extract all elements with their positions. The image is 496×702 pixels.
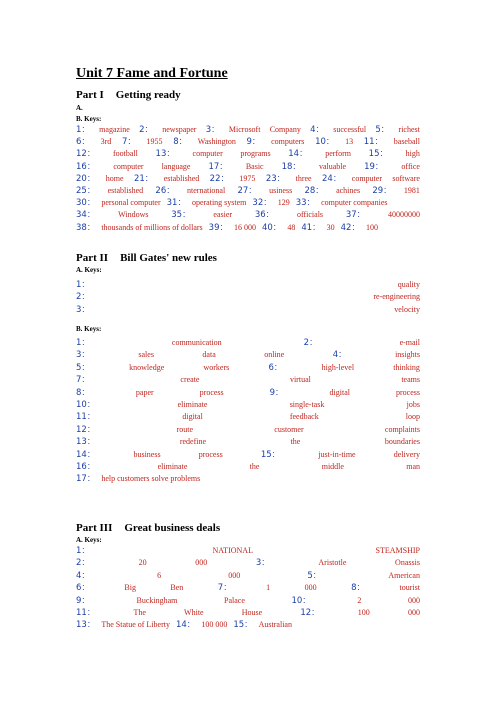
answer-text: American [388, 570, 420, 580]
answer-text: established [107, 186, 144, 195]
answer-text: the [249, 462, 260, 471]
item-number: 2： [139, 125, 153, 135]
answer-text: Basic [245, 161, 264, 171]
answer-text: workers [203, 362, 230, 372]
answer-text: nternational [187, 186, 226, 195]
unit-title: Unit 7 Fame and Fortune [76, 66, 228, 81]
answer-text: computer [192, 149, 223, 159]
item-number: 13： [76, 437, 96, 448]
answer-text: 000 [304, 583, 317, 593]
item-number: 1： [76, 125, 90, 135]
answer-text: loop [405, 412, 420, 422]
answer-text: Microsoft [228, 125, 261, 134]
item-number: 6： [76, 137, 90, 148]
key-line [76, 304, 420, 315]
item-number: 12： [76, 424, 96, 435]
answer-text: digital [329, 387, 350, 397]
key-line [76, 209, 420, 220]
item-number: 24： [322, 173, 342, 184]
answer-text: online [264, 350, 285, 360]
answer-text: man [406, 462, 420, 471]
part2-b-label: B. Keys: [76, 325, 102, 333]
answer-text: thousands of millions of dollars [101, 222, 203, 232]
part2-heading [76, 252, 217, 264]
item-number: 10： [291, 595, 311, 606]
item-number: 4： [310, 125, 324, 135]
item-number: 41： [301, 222, 321, 233]
item-number: 14： [76, 449, 96, 460]
answer-text: process [395, 387, 420, 397]
item-number: 19： [364, 161, 384, 172]
answer-text: virtual [289, 375, 311, 385]
answer-text: successful [333, 125, 367, 134]
item-number: 9： [76, 595, 90, 606]
item-number: 35： [171, 210, 191, 221]
answer-text: create [180, 375, 200, 385]
part2-number: Part II [76, 252, 109, 264]
answer-text: thinking [393, 362, 420, 372]
item-number: 4： [332, 350, 347, 361]
key-line [76, 449, 420, 460]
item-number: 6： [76, 583, 90, 594]
key-line [76, 570, 420, 581]
answer-text: velocity [394, 304, 420, 314]
item-number: 7： [121, 137, 136, 148]
item-number: 7： [217, 583, 232, 594]
key-line [76, 185, 420, 196]
item-number: 18： [281, 161, 301, 172]
item-number: 33： [295, 198, 316, 209]
key-line [76, 399, 420, 410]
answer-text: 3rd [100, 137, 112, 147]
answer-text: 1975 [239, 173, 256, 183]
answer-text: 100 [357, 608, 370, 617]
item-number: 10： [315, 137, 335, 148]
answer-text: Onassis [395, 558, 420, 568]
item-number: 38： [76, 222, 96, 233]
item-number: 37： [345, 210, 366, 221]
answer-text: delivery [393, 449, 420, 459]
answer-text: quality [397, 280, 420, 289]
item-number: 39： [208, 222, 228, 233]
answer-text: redefine [179, 437, 207, 447]
key-line [76, 279, 420, 290]
part1-a-label: A. [76, 104, 83, 112]
answer-text: high-level [321, 362, 355, 372]
answer-text: office [401, 161, 420, 171]
key-line [76, 148, 420, 159]
answer-text: Ben [170, 583, 184, 593]
answer-text: teams [401, 375, 420, 385]
item-number: 15： [368, 149, 388, 160]
answer-text: just-in-time [318, 449, 356, 459]
key-line [76, 557, 420, 568]
key-line [76, 197, 420, 208]
key-line [76, 349, 420, 360]
key-line [76, 607, 420, 618]
part3-heading [76, 522, 220, 534]
answer-text: personal computer [101, 198, 161, 208]
item-number: 11： [363, 137, 384, 148]
answer-text: baseball [393, 137, 420, 147]
key-line [76, 337, 420, 348]
item-number: 2： [303, 338, 318, 348]
answer-text: 40000000 [387, 210, 420, 220]
item-number: 5： [307, 570, 322, 581]
part1-number: Part I [76, 89, 104, 101]
item-number: 10： [76, 400, 96, 410]
item-number: 21： [133, 173, 154, 184]
answer-text: e-mail [399, 338, 420, 347]
answer-text: computer companies [321, 198, 388, 208]
answer-text: richest [398, 125, 420, 134]
item-number: 26： [155, 186, 175, 196]
item-number: 42： [340, 222, 360, 233]
answer-text: 100 [365, 222, 378, 232]
part2-title: Bill Gates' new rules [120, 252, 217, 264]
answer-text: easier [213, 210, 233, 220]
key-line [76, 411, 420, 422]
answer-text: Windows [118, 210, 149, 220]
item-number: 23： [265, 173, 286, 184]
answer-text: data [202, 350, 216, 360]
answer-text: home [105, 173, 124, 183]
answer-text: help customers solve problems [101, 474, 201, 484]
key-line [76, 424, 420, 435]
answer-text: three [295, 173, 312, 183]
answer-text: tourist [399, 583, 420, 593]
key-line [76, 387, 420, 398]
answer-text: Buckingham [136, 595, 178, 605]
answer-text: computer [351, 173, 382, 183]
answer-text: communication [171, 338, 222, 347]
item-number: 22： [209, 173, 229, 184]
answer-text: operating system [191, 198, 247, 208]
answer-text: boundaries [384, 437, 420, 447]
part3-number: Part III [76, 522, 113, 534]
item-number: 20： [76, 173, 96, 184]
key-line [76, 436, 420, 447]
item-number: 15： [233, 620, 253, 631]
item-number: 29： [372, 186, 392, 196]
item-number: 12： [300, 608, 320, 618]
answer-text: valuable [318, 161, 347, 171]
item-number: 1： [76, 280, 90, 290]
key-line [76, 362, 420, 373]
answer-text: 1 [266, 583, 271, 593]
answer-text: achines [336, 186, 361, 195]
key-line [76, 161, 420, 172]
answer-text: sales [138, 350, 154, 360]
item-number: 2： [76, 292, 90, 303]
answer-text: Palace [224, 595, 245, 605]
part2-a-label: A. Keys: [76, 266, 102, 274]
key-line [76, 473, 420, 484]
answer-text: digital [182, 412, 203, 422]
answer-text: 30 [326, 222, 335, 232]
key-line [76, 582, 420, 593]
answer-text: 6 [157, 570, 162, 580]
item-number: 14： [288, 149, 308, 160]
answer-text: knowledge [129, 362, 165, 372]
key-line [76, 173, 420, 184]
item-number: 11： [76, 412, 96, 423]
answer-text: 20 [138, 558, 147, 568]
item-number: 9： [246, 137, 261, 148]
answer-text: 129 [277, 198, 290, 208]
answer-text: 000 [195, 558, 208, 568]
answer-text: customer [274, 424, 304, 434]
key-line [76, 461, 420, 472]
item-number: 5： [375, 125, 390, 135]
item-number: 27： [237, 186, 257, 196]
answer-text: process [198, 449, 223, 459]
part1-b-label: B. Keys: [76, 115, 102, 123]
answer-text: House [241, 608, 263, 617]
key-line [76, 374, 420, 385]
item-number: 8： [173, 137, 188, 148]
answer-text: business [133, 449, 161, 459]
answer-text: process [199, 387, 224, 397]
answer-text: Company [269, 125, 301, 134]
answer-text: Aristotle [318, 558, 347, 568]
item-number: 12： [76, 149, 96, 160]
item-number: 34： [76, 210, 96, 221]
item-number: 3： [76, 304, 90, 315]
item-number: 1： [76, 338, 90, 348]
key-line [76, 136, 420, 147]
answer-text: The Statue of Liberty [101, 620, 170, 630]
answer-text: 1955 [146, 137, 163, 147]
key-line [76, 545, 420, 556]
item-number: 3： [255, 558, 270, 569]
answer-text: eliminate [177, 400, 208, 409]
answer-text: officials [296, 210, 324, 220]
answer-text: the [290, 437, 301, 447]
answer-text: NATIONAL [212, 546, 253, 555]
item-number: 3： [76, 350, 90, 361]
item-number: 4： [76, 570, 90, 581]
item-number: 9： [269, 387, 284, 398]
answer-text: 48 [287, 222, 296, 232]
key-line [76, 619, 420, 630]
item-number: 16： [76, 161, 96, 172]
answer-text: Big [124, 583, 136, 593]
answer-text: 16 000 [233, 222, 256, 232]
item-number: 5： [76, 362, 90, 373]
answer-text: route [176, 424, 194, 434]
item-number: 14： [175, 620, 196, 631]
answer-text: programs [240, 149, 271, 159]
answer-text: middle [321, 462, 344, 471]
answer-text: 000 [407, 608, 420, 617]
item-number: 16： [76, 462, 96, 472]
answer-text: 1981 [403, 186, 420, 195]
answer-text: complaints [384, 424, 420, 434]
answer-text: perform [325, 149, 352, 159]
part3-title: Great business deals [124, 522, 221, 534]
key-line [76, 124, 420, 135]
answer-text: 13 [345, 137, 354, 147]
part1-title: Getting ready [115, 89, 181, 101]
answer-text: feedback [289, 412, 319, 422]
item-number: 13： [76, 620, 96, 631]
item-number: 28： [304, 186, 324, 196]
answer-text: eliminate [157, 462, 188, 471]
item-number: 8： [76, 387, 90, 398]
answer-text: Australian [258, 620, 292, 630]
answer-text: computer [113, 161, 144, 171]
answer-text: 2 [357, 595, 362, 605]
answer-text: high [405, 149, 420, 159]
item-number: 17： [208, 161, 228, 172]
item-number: 1： [76, 546, 90, 556]
answer-text: 000 [228, 570, 241, 580]
answer-text: jobs [406, 400, 420, 409]
answer-text: 000 [407, 595, 420, 605]
answer-text: football [112, 149, 138, 159]
item-number: 8： [351, 583, 366, 594]
answer-text: The [133, 608, 146, 617]
part1-heading [76, 89, 181, 101]
item-number: 32： [252, 198, 272, 209]
answer-text: newspaper [162, 125, 197, 134]
item-number: 15： [260, 449, 281, 460]
item-number: 31： [166, 198, 186, 209]
answer-text: computers [271, 137, 305, 147]
answer-text: paper [135, 387, 154, 397]
item-number: 3： [205, 125, 220, 135]
answer-text: 100 000 [201, 620, 228, 630]
key-line [76, 595, 420, 606]
key-line [76, 222, 420, 233]
item-number: 2： [76, 558, 90, 569]
item-number: 30： [76, 198, 96, 209]
answer-text: software [392, 173, 420, 183]
item-number: 11： [76, 608, 96, 618]
part3-a-label: A. Keys: [76, 536, 102, 544]
answer-text: magazine [99, 125, 130, 134]
answer-text: established [163, 173, 200, 183]
answer-text: insights [395, 350, 420, 360]
item-number: 17： [76, 474, 96, 485]
key-line [76, 291, 420, 302]
answer-text: Washington [197, 137, 236, 147]
answer-text: White [184, 608, 204, 617]
item-number: 25： [76, 186, 96, 196]
answer-text: language [161, 161, 191, 171]
answer-text: single-task [289, 400, 325, 409]
answer-text: usiness [269, 186, 293, 195]
item-number: 6： [268, 362, 283, 373]
item-number: 7： [76, 375, 90, 386]
answer-text: re-engineering [373, 292, 420, 302]
item-number: 40： [261, 222, 282, 233]
item-number: 13： [155, 149, 175, 160]
item-number: 36： [254, 210, 275, 221]
answer-text: STEAMSHIP [375, 546, 420, 555]
